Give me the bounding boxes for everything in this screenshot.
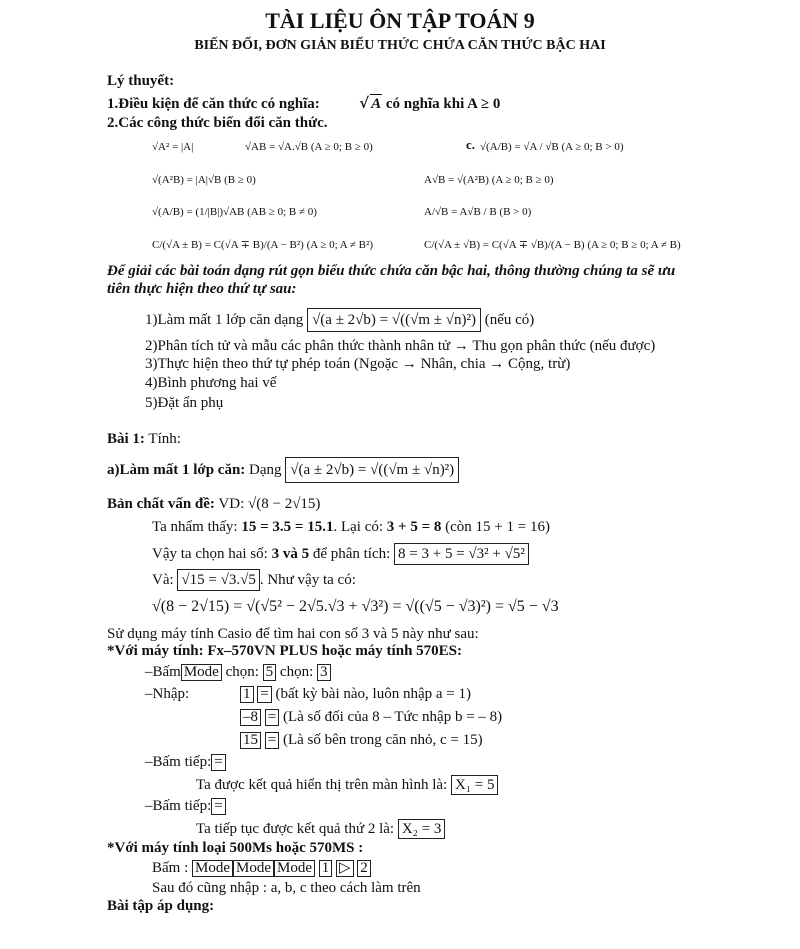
- casio-press-line: [145, 663, 331, 681]
- casio-2-press-line: [152, 859, 371, 877]
- input-line-3: [240, 731, 483, 749]
- intro-line-2: tiên thực hiện theo thứ tự sau:: [107, 281, 297, 297]
- key-1b: 1: [319, 860, 333, 877]
- key-equals-3: =: [265, 732, 279, 749]
- step-1-formula: √(a ± 2√b) = √((√m ± √n)²): [307, 308, 481, 332]
- input-note-1: (bất kỳ bài nào, luôn nhập a = 1): [275, 686, 471, 702]
- next-label-1: –Bấm tiếp:: [145, 754, 212, 770]
- formula-6: √(A/B) = (1/|B|)√AB (AB ≥ 0; B ≠ 0): [152, 206, 317, 218]
- step-1-note: (nếu có): [484, 312, 535, 328]
- key-1: 1: [240, 686, 254, 703]
- and-box: √15 = √3.√5: [177, 569, 259, 591]
- guess-note: (còn 15 + 1 = 16): [445, 519, 550, 535]
- guess-text-2: . Lại có:: [333, 519, 384, 535]
- input-note-3: (Là số bên trong căn nhỏ, c = 15): [282, 732, 483, 748]
- key-15: 15: [240, 732, 261, 749]
- result-1-box: X₁ = 5: [451, 775, 499, 795]
- result-1-line: [196, 776, 498, 794]
- condition-line: 1.Điều kiện để căn thức có nghĩa: √ A có nghĩa khi A ≥ 0: [107, 94, 501, 112]
- choose-text-1: Vậy ta chọn hai số:: [152, 546, 268, 562]
- exercise-1-label: Bài 1:: [107, 431, 145, 447]
- choose-label-1: chọn:: [225, 664, 259, 680]
- input-line-2: [240, 708, 502, 726]
- key-mode-c: Mode: [274, 860, 315, 877]
- choose-numbers: 3 và 5: [271, 546, 310, 562]
- exercise-1-heading: [107, 430, 181, 448]
- press-label: –Bấm: [145, 664, 181, 680]
- and-text: Và:: [152, 572, 174, 588]
- part-a-line: [107, 461, 459, 479]
- condition-rest: có nghĩa khi A ≥ 0: [385, 96, 501, 112]
- casio-intro: Sử dụng máy tính Casio để tìm hai con số 3 và 5 này như sau:: [107, 626, 479, 642]
- input-note-2: (Là số đối của 8 – Tức nhập b = – 8): [282, 709, 503, 725]
- formula-8: C/(√A ± B) = C(√A ∓ B)/(A − B²) (A ≥ 0; A ≠ B²): [152, 239, 373, 251]
- page-title: TÀI LIỆU ÔN TẬP TOÁN 9: [265, 8, 535, 33]
- theory-heading: Lý thuyết:: [107, 73, 175, 89]
- input-line-1: [240, 685, 471, 703]
- condition-label: 1.Điều kiện để căn thức có nghĩa:: [107, 96, 320, 112]
- exercises-heading: Bài tập áp dụng:: [107, 898, 215, 914]
- step-5: 5)Đặt ẩn phụ: [145, 395, 224, 411]
- key-equals-1: =: [257, 686, 271, 703]
- formula-4: √(A²B) = |A|√B (B ≥ 0): [152, 174, 256, 186]
- result-2-line: [196, 820, 445, 838]
- formula-1: √A² = |A|: [152, 141, 194, 153]
- input-label: –Nhập:: [145, 686, 190, 702]
- result-2-text: Ta tiếp tục được kết quả thứ 2 là:: [196, 821, 395, 837]
- line-and: [152, 571, 356, 589]
- casio-2-heading: *Với máy tính loại 500Ms hoặc 570MS :: [107, 840, 364, 856]
- step-1: [145, 311, 534, 329]
- press-2-label: Bấm :: [152, 860, 189, 876]
- essence-line: [107, 495, 320, 513]
- key-mode: Mode: [181, 664, 222, 681]
- key-3: 3: [317, 664, 331, 681]
- line-guess: [152, 518, 550, 536]
- key-minus-8: –8: [240, 709, 261, 726]
- exercise-1-rest: Tính:: [148, 431, 181, 447]
- condition-radicand: A: [371, 96, 382, 112]
- and-text-2: . Như vậy ta có:: [259, 572, 356, 588]
- then-line: Sau đó cũng nhập : a, b, c theo cách làm trên: [152, 880, 421, 896]
- formula-3: √(A/B) = √A / √B (A ≥ 0; B > 0): [480, 141, 624, 153]
- casio-1-heading: *Với máy tính: Fx–570VN PLUS hoặc máy tính 570ES:: [107, 643, 462, 659]
- result-1-text: Ta được kết quả hiển thị trên màn hình là:: [196, 777, 448, 793]
- choose-label-2: chọn:: [279, 664, 314, 680]
- next-label-2: –Bấm tiếp:: [145, 798, 212, 814]
- step-2: 2)Phân tích tử và mẫu các phân thức thành nhân tử → Thu gọn phân thức (nếu được): [145, 338, 656, 354]
- next-press-2: [145, 797, 226, 815]
- essence-label: Bản chất vấn đề:: [107, 496, 215, 512]
- line-choose: [152, 545, 529, 563]
- key-5: 5: [263, 664, 277, 681]
- key-right-arrow: ▷: [336, 860, 354, 877]
- choose-box: 8 = 3 + 5 = √3² + √5²: [394, 543, 529, 565]
- intro-line-1: Để giải các bài toán dạng rút gọn biểu thức chứa căn bậc hai, thông thường chúng ta sẽ ưu: [107, 263, 676, 279]
- page-subtitle: BIẾN ĐỔI, ĐƠN GIẢN BIỂU THỨC CHỨA CĂN THỨC BẬC HAI: [194, 38, 606, 53]
- next-press-1: [145, 753, 226, 771]
- step-1-label: 1)Làm mất 1 lớp căn dạng: [145, 312, 304, 328]
- part-a-label2: Dạng: [249, 462, 282, 478]
- formula-5: A√B = √(A²B) (A ≥ 0; B ≥ 0): [424, 174, 554, 186]
- guess-product: 15 = 3.5 = 15.1: [241, 519, 334, 535]
- choose-text-2: để phân tích:: [312, 546, 391, 562]
- key-equals-2: =: [265, 709, 279, 726]
- key-2: 2: [357, 860, 371, 877]
- line-result: √(8 − 2√15) = √(√5² − 2√5.√3 + √3²) = √((√5 − √3)²) = √5 − √3: [152, 598, 559, 615]
- key-equals-4: =: [211, 754, 225, 771]
- key-equals-5: =: [211, 798, 225, 815]
- formula-7: A/√B = A√B / B (B > 0): [424, 206, 532, 218]
- formula-3-prefix: c.: [466, 137, 476, 152]
- formulas-heading: 2.Các công thức biến đổi căn thức.: [107, 115, 328, 131]
- formula-9: C/(√A ± √B) = C(√A ∓ √B)/(A − B) (A ≥ 0; B ≥ 0; A ≠ B): [424, 239, 681, 251]
- formula-2: √AB = √A.√B (A ≥ 0; B ≥ 0): [245, 141, 373, 153]
- step-4: 4)Bình phương hai vế: [145, 375, 277, 391]
- part-a-label: a)Làm mất 1 lớp căn:: [107, 462, 246, 478]
- key-mode-a: Mode: [192, 860, 233, 877]
- essence-example: VD: √(8 − 2√15): [218, 496, 321, 512]
- guess-text-1: Ta nhẩm thấy:: [152, 519, 238, 535]
- part-a-formula: √(a ± 2√b) = √((√m ± √n)²): [285, 457, 459, 483]
- step-3: 3)Thực hiện theo thứ tự phép toán (Ngoặc → Nhân, chia → Cộng, trừ): [145, 356, 571, 372]
- guess-sum: 3 + 5 = 8: [386, 519, 442, 535]
- key-mode-b: Mode: [233, 860, 274, 877]
- result-2-box: X₂ = 3: [398, 819, 446, 839]
